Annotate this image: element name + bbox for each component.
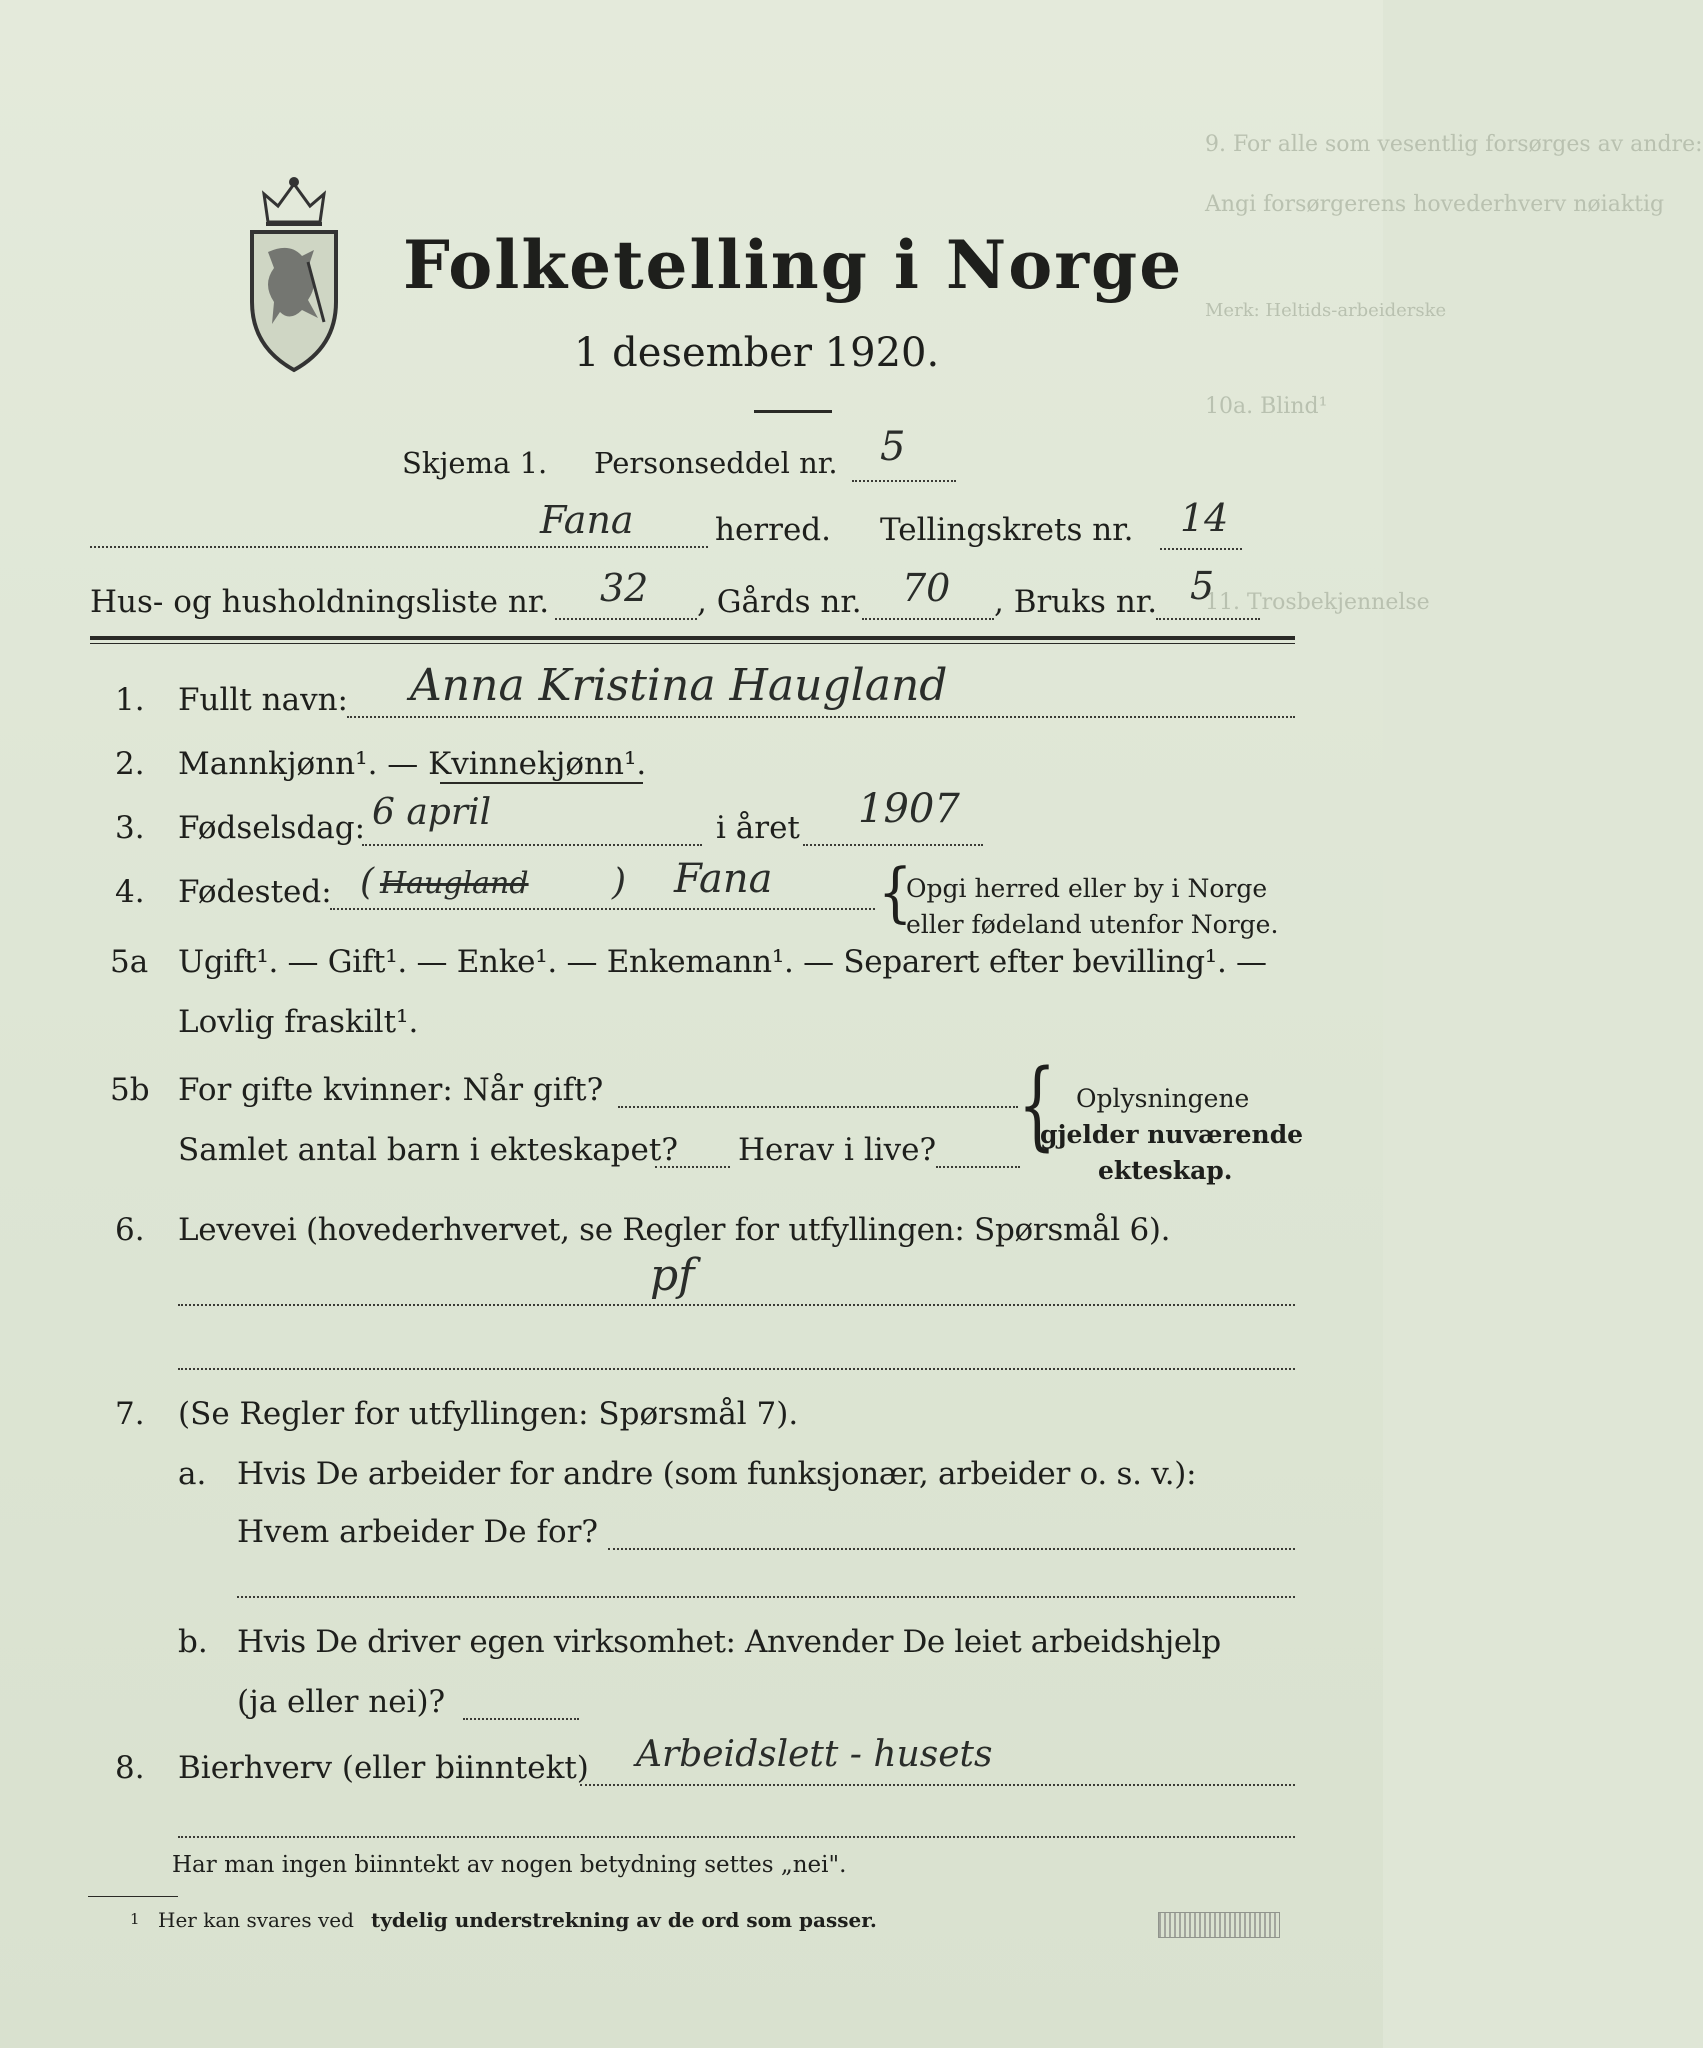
bruks-label: , Bruks nr. [994, 584, 1158, 620]
norway-coat-of-arms-icon [238, 172, 350, 372]
form-title: Folketelling i Norge [403, 226, 1184, 304]
bruks-value: 5 [1190, 564, 1215, 608]
q5b-brace: { [1018, 1050, 1057, 1162]
income-note: Har man ingen biinntekt av nogen betydning settes „nei". [172, 1852, 847, 1878]
tellingskrets-value: 14 [1180, 496, 1229, 540]
q1-label: Fullt navn: [178, 682, 348, 718]
hus-value: 32 [600, 566, 649, 610]
q3-year-label: i året [716, 810, 800, 846]
q5b-label-line2: Samlet antal barn i ekteskapet? [178, 1132, 678, 1168]
birthplace-value: Fana [674, 856, 773, 902]
q4-note-line2: eller fødeland utenfor Norge. [906, 910, 1279, 939]
birth-year-value: 1907 [858, 786, 960, 832]
side-income-field-2[interactable] [178, 1836, 1295, 1838]
q5a-label: Ugift¹. — Gift¹. — Enke¹. — Enkemann¹. — Separert efter bevilling¹. — [178, 944, 1267, 980]
section-rule-bottom [90, 643, 1295, 644]
tellingskrets-field[interactable] [1160, 548, 1242, 550]
q7b-number: b. [178, 1624, 208, 1660]
census-date: 1 desember 1920. [574, 330, 940, 376]
census-form-page: 9. For alle som vesentlig forsørges av andre: Angi forsørgerens hovederhverv nøiaktig Merk: Heltids-arbeiderske 10a. Blind¹ 11. Trosbekjennelse Folketelling i Norge 1 desember 1920. Skjema 1. Personseddel nr. 5 Fana herred. Tellingskrets nr. 14 Hus- og husholdningsliste nr. 32 , Gårds nr. 70 , Bruks nr. 5 1. Fullt navn: Anna Kristina Haugland 2. Mannkjønn¹. — Kvinnekjønn¹. 3. Fødselsdag: 6 april i året 1907 4. Fødested: ( Haugland ) Fana { Opgi herred eller by i Norge eller fødeland utenfor Norge. 5a Ugift¹. — Gift¹. — Enke¹. — Enkemann¹. — Separert efter bevilling¹. — Lovlig fraskilt¹. 5b For gifte kvinner: Når gift? Samlet antal barn i ekteskapet? Herav i live? { Oplysningene gjelder nuværende ekteskap. 6. Levevei (hovederhvervet, se Regler for utfyllingen: Spørsmål 6). pf 7. (Se Regler for utfyllingen: Spørsmål 7). a. Hvis De arbeider for andre (som funksjonær, arbeider o. s. v.): Hvem arbeider De for? b. Hvis De driver egen virksomhet: Anvender De leiet arbeidshjelp (ja eller nei)? 8. Bierhverv (eller biinntekt) Arbeidslett - husets Har man ingen biinntekt av nogen betydning settes „nei". 1 Her kan svares ved tydelig understrekning av de ord som passer. [0, 0, 1383, 2048]
occupation-field-2[interactable] [178, 1368, 1295, 1370]
section-rule-top [90, 636, 1295, 640]
side-income-field[interactable] [580, 1784, 1295, 1786]
printer-stamp-icon [1158, 1912, 1280, 1938]
q7a-label-line2: Hvem arbeider De for? [237, 1514, 599, 1550]
q6-label: Levevei (hovederhvervet, se Regler for utfyllingen: Spørsmål 6). [178, 1212, 1171, 1248]
q5b-label-line3: Herav i live? [738, 1132, 937, 1168]
birthday-field[interactable] [362, 844, 702, 846]
q7-label: (Se Regler for utfyllingen: Spørsmål 7). [178, 1396, 799, 1432]
personseddel-field[interactable] [852, 480, 956, 482]
kvinnekjonn-underline [440, 782, 643, 784]
q4-number: 4. [115, 874, 145, 910]
hus-label: Hus- og husholdningsliste nr. [90, 584, 550, 620]
personseddel-value: 5 [880, 424, 906, 470]
birthplace-field[interactable] [330, 908, 875, 910]
gards-value: 70 [902, 566, 951, 610]
title-rule [754, 410, 832, 413]
q8-label: Bierhverv (eller biinntekt) [178, 1750, 589, 1786]
birthplace-paren-open: ( [360, 862, 375, 903]
gards-field[interactable] [862, 618, 994, 620]
q4-note-line1: Opgi herred eller by i Norge [906, 874, 1268, 903]
occupation-field[interactable] [178, 1304, 1295, 1306]
q5b-note-line2: gjelder nuværende [1040, 1120, 1304, 1149]
q6-number: 6. [115, 1212, 145, 1248]
full-name-field[interactable] [347, 716, 1295, 718]
q7b-label-line2: (ja eller nei)? [237, 1684, 446, 1720]
q5b-number: 5b [110, 1072, 150, 1108]
hired-help-field[interactable] [463, 1718, 579, 1720]
herred-value: Fana [540, 498, 634, 542]
personseddel-label: Personseddel nr. [594, 446, 838, 480]
q3-label: Fødselsdag: [178, 810, 366, 846]
footnote-text: Her kan svares ved [158, 1908, 354, 1932]
married-date-field[interactable] [618, 1106, 1018, 1108]
full-name-value: Anna Kristina Haugland [410, 660, 948, 711]
q7a-number: a. [178, 1456, 207, 1492]
q2-number: 2. [115, 746, 145, 782]
birthplace-paren-close: ) [612, 862, 627, 903]
q7-number: 7. [115, 1396, 145, 1432]
occupation-value: pf [650, 1250, 695, 1301]
q4-brace: { [878, 854, 913, 931]
side-income-value: Arbeidslett - husets [636, 1734, 993, 1775]
employer-field-2[interactable] [237, 1596, 1295, 1598]
gards-label: , Gårds nr. [697, 584, 862, 620]
q3-number: 3. [115, 810, 145, 846]
employer-field[interactable] [608, 1548, 1295, 1550]
q7b-label: Hvis De driver egen virksomhet: Anvender De leiet arbeidshjelp [237, 1624, 1221, 1660]
footnote-rule [88, 1896, 178, 1897]
children-count-field[interactable] [655, 1166, 730, 1168]
q5b-note-line3: ekteskap. [1098, 1156, 1233, 1185]
birthday-value: 6 april [372, 792, 492, 833]
q7a-label: Hvis De arbeider for andre (som funksjonær, arbeider o. s. v.): [237, 1456, 1197, 1492]
q1-number: 1. [115, 682, 145, 718]
birth-year-field[interactable] [803, 844, 983, 846]
herred-label: herred. [715, 512, 831, 548]
q4-label: Fødested: [178, 874, 332, 910]
q8-number: 8. [115, 1750, 145, 1786]
birthplace-struck-value: Haugland [380, 866, 529, 901]
footnote-mark: 1 [130, 1910, 140, 1928]
herred-field[interactable] [90, 546, 708, 548]
q5a-label-line2: Lovlig fraskilt¹. [178, 1004, 419, 1040]
q2-label: Mannkjønn¹. — Kvinnekjønn¹. [178, 746, 647, 782]
hus-field[interactable] [555, 618, 697, 620]
q5b-note-line1: Oplysningene [1076, 1084, 1250, 1113]
footnote-bold-text: tydelig understrekning av de ord som passer. [371, 1908, 877, 1932]
children-alive-field[interactable] [936, 1166, 1020, 1168]
q5b-label: For gifte kvinner: Når gift? [178, 1072, 604, 1108]
q5a-number: 5a [110, 944, 149, 980]
tellingskrets-label: Tellingskrets nr. [880, 512, 1134, 548]
schema-label: Skjema 1. [402, 446, 548, 480]
bruks-field[interactable] [1156, 618, 1260, 620]
